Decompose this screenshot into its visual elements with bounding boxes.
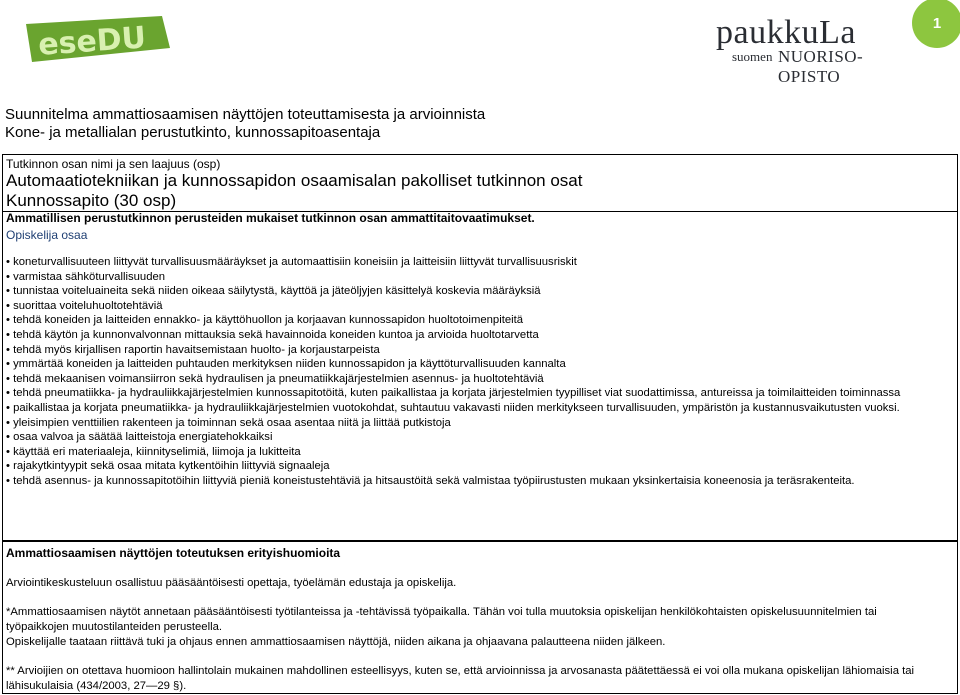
skill-item: • osaa valvoa ja säätää laitteistoja energiatehokkaiksi: [6, 430, 946, 445]
paukkula-logo-sub1: suomen: [732, 49, 773, 64]
document-title: [5, 106, 485, 142]
skill-item: • tehdä pneumatiikka- ja hydrauliikkajärjestelmien kunnossapitotöitä, kuten paikallistaa ja korjata järjestelmien tyypilliset viat suodattimissa, antureissa ja toimilaitteiden toiminnassa: [6, 386, 946, 401]
skills-intro: Opiskelija osaa: [6, 228, 88, 242]
skill-item: • käyttää eri materiaaleja, kiinnityselimiä, liimoja ja lukitteita: [6, 445, 946, 460]
requirements-box: [2, 211, 958, 541]
special-notes-box: [2, 541, 958, 694]
skill-item: • tehdä myös kirjallisen raportin havaitsemistaan huolto- ja korjaustarpeista: [6, 343, 946, 358]
page-number-badge: 1: [912, 0, 960, 48]
paukkula-logo-sub2: NUORISO-OPISTO: [778, 47, 864, 86]
skill-item: • koneturvallisuuteen liittyvät turvallisuusmääräykset ja automaattisiin koneisiin ja laitteisiin liittyvät turvallisuusriskit: [6, 255, 946, 270]
special-paragraph-1: Arviointikeskusteluun osallistuu pääsääntöisesti opettaja, työelämän edustaja ja opiskelija.: [6, 577, 457, 589]
skill-item: • yleisimpien venttiilien rakenteen ja toiminnan sekä osaa asentaa niitä ja liittää putkistoja: [6, 416, 946, 431]
skill-item: • tehdä asennus- ja kunnossapitotöihin liittyviä pieniä koneistustehtäviä ja hitsaustöitä sekä valmistaa työpiirustusten mukaan yksinkertaisia koneenosia ja teräsrakenteita.: [6, 474, 946, 489]
skill-item: • varmistaa sähköturvallisuuden: [6, 270, 946, 285]
skill-item: • ymmärtää koneiden ja laitteiden puhtauden merkityksen niiden kunnossapidon ja käyttöturvallisuuden kannalta: [6, 357, 946, 372]
requirements-heading: Ammatillisen perustutkinnon perusteiden mukaiset tutkinnon osan ammattitaitovaatimukset.: [6, 211, 535, 225]
special-paragraph-2a: *Ammattiosaamisen näytöt annetaan pääsääntöisesti työtilanteissa ja -tehtävissä työpaikalla. Tähän voi tulla muutoksia opiskelijan henkilökohtaisten opiskelusuunnitelmien tai työpaikkojen muutostilanteiden perusteella.: [6, 606, 877, 633]
document-title-line2: Kone- ja metallialan perustutkinto, kunnossapitoasentaja: [5, 124, 381, 141]
skill-item: • rajakytkintyypit sekä osaa mitata kytkentöihin liittyviä signaaleja: [6, 459, 946, 474]
special-heading: Ammattiosaamisen näyttöjen toteutuksen erityishuomioita: [6, 546, 341, 560]
skill-item: • paikallistaa ja korjata pneumatiikka- ja hydrauliikkajärjestelmien vuotokohdat, suhtautuu vakavasti niiden merkitykseen turvallisuuden, ympäristön ja kustannusvaikutusten vuoksi.: [6, 401, 946, 416]
skill-item: • tunnistaa voiteluaineita sekä niiden oikeaa säilytystä, käyttöä ja jäteöljyjen käsittelyä koskevia määräyksiä: [6, 284, 946, 299]
esedu-logo: [24, 14, 174, 64]
skill-item: • suorittaa voiteluhuoltotehtäviä: [6, 299, 946, 314]
skills-list: [6, 255, 946, 489]
unit-name-line1: Automaatiotekniikan ja kunnossapidon osaamisalan pakolliset tutkinnon osat: [6, 171, 583, 190]
special-paragraph-2b: Opiskelijalle taataan riittävä tuki ja ohjaus ennen ammattiosaamisen näyttöjä, niiden aikana ja ohjaavana palautteena niiden jälkeen.: [6, 636, 666, 648]
unit-name-line2: Kunnossapito (30 osp): [6, 191, 177, 210]
special-paragraph-3: ** Arvioijien on otettava huomioon hallintolain mukainen mahdollinen esteellisyys, kuten se, että arvioinnissa ja arvosanasta päätettäessä ei voi olla mukana opiskelijan lähiomaisia tai lähisukulaisia (434/2003, 27—29 §).: [6, 665, 915, 692]
skill-item: • tehdä koneiden ja laitteiden ennakko- ja käyttöhuollon ja korjaavan kunnossapidon huoltotoimenpiteitä: [6, 313, 946, 328]
skill-item: • tehdä mekaanisen voimansiirron sekä hydraulisen ja pneumatiikkajärjestelmien asennus- ja huoltotehtäviä: [6, 372, 946, 387]
unit-name-box: [2, 154, 958, 212]
esedu-logo-text: eseDU: [37, 20, 148, 63]
paukkula-logo: [716, 14, 896, 86]
document-title-line1: Suunnitelma ammattiosaamisen näyttöjen toteuttamisesta ja arvioinnista: [5, 106, 486, 123]
unit-label: Tutkinnon osan nimi ja sen laajuus (osp): [6, 157, 221, 171]
paukkula-logo-main: paukkuLa: [716, 14, 856, 51]
skill-item: • tehdä käytön ja kunnonvalvonnan mittauksia sekä havainnoida koneiden kuntoa ja arvioida huoltotarvetta: [6, 328, 946, 343]
